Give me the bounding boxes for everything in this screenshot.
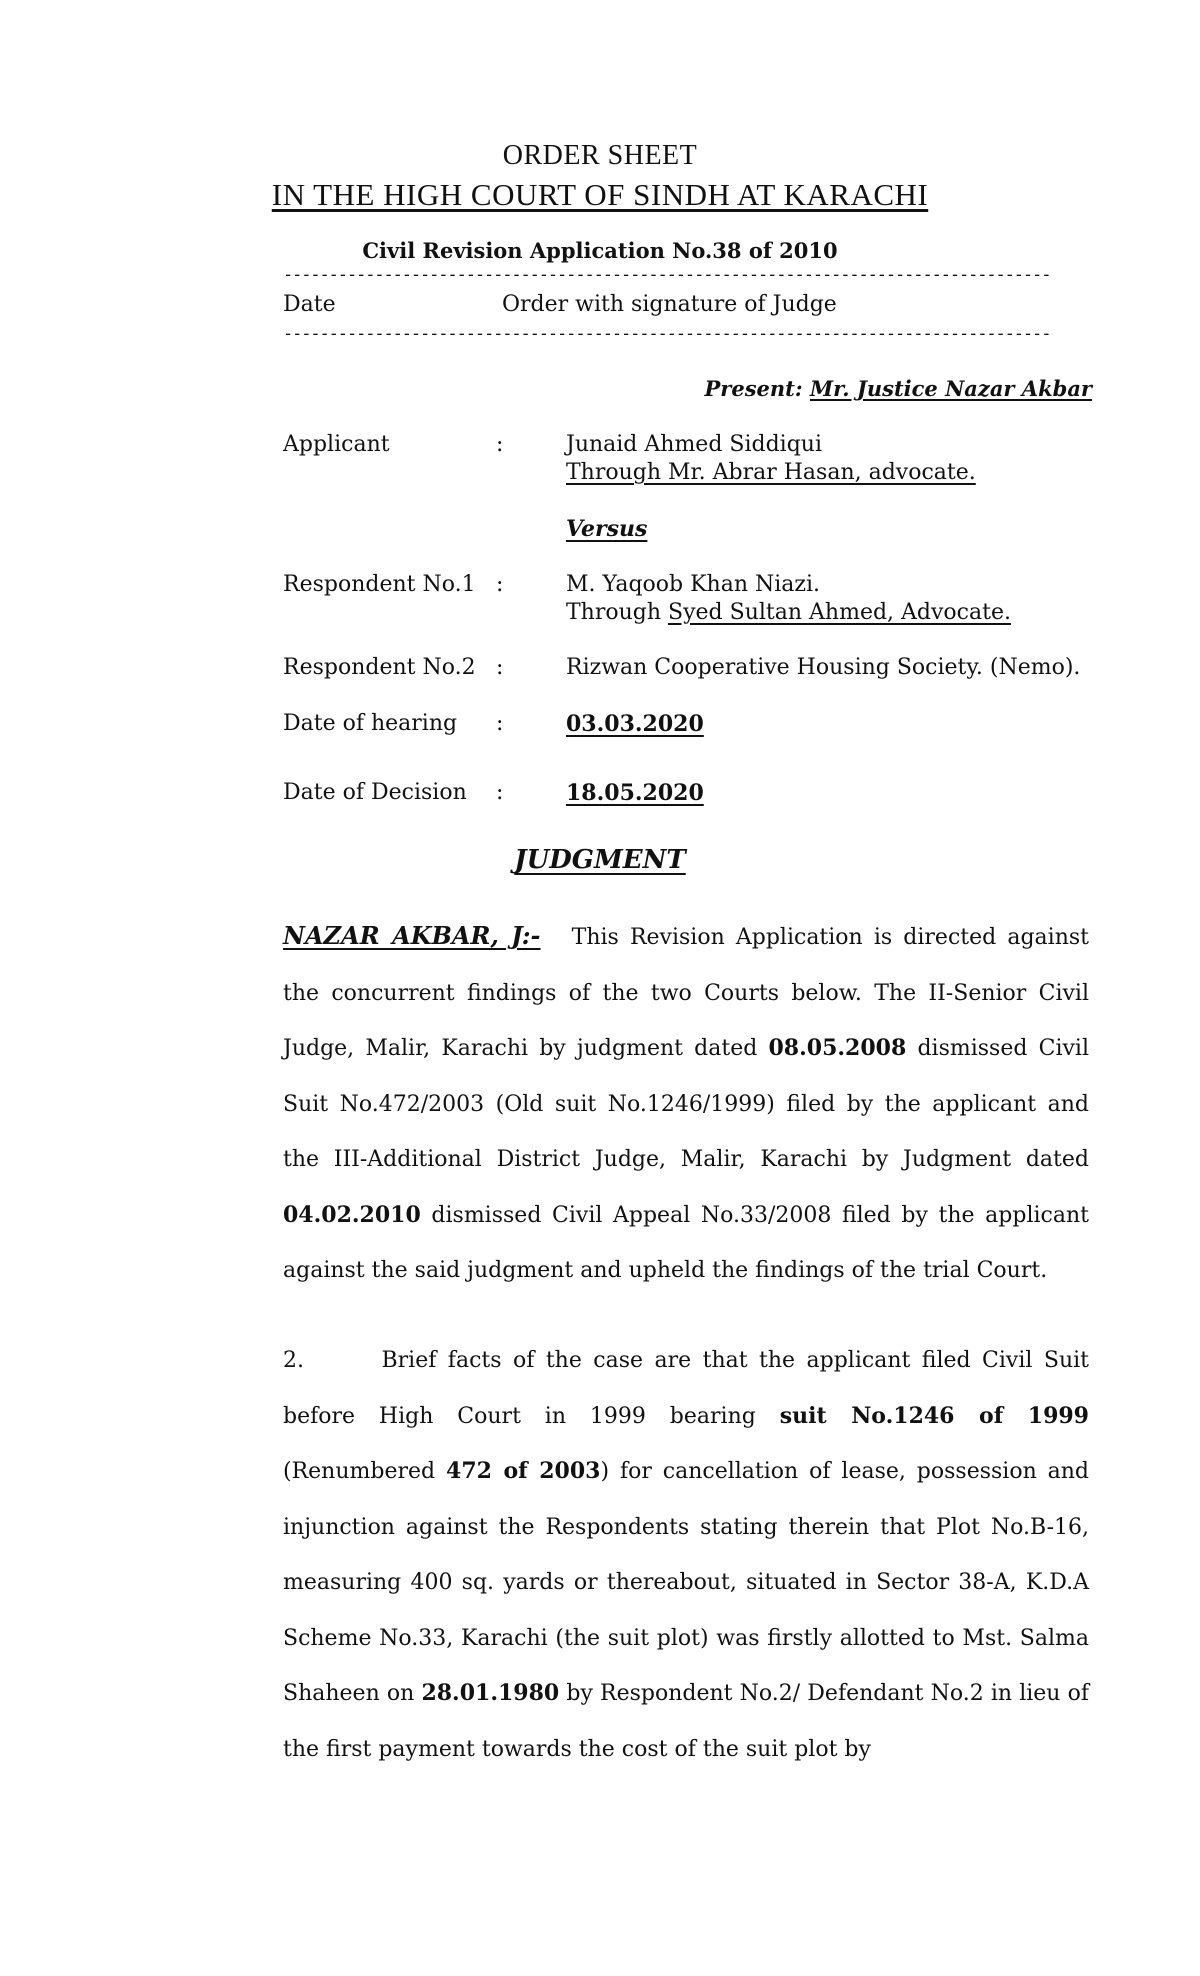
- dashed-divider-bottom: ------------------------------------------------------------------------------------: [283, 324, 1051, 344]
- judgment-paragraph-2: [283, 1333, 1089, 1777]
- order-sheet-title: ORDER SHEET: [502, 140, 698, 171]
- present-line: [704, 376, 1092, 401]
- respondent2-colon: :: [496, 655, 504, 680]
- p1-date-1: 08.05.2008: [768, 1035, 907, 1061]
- case-number: Civil Revision Application No.38 of 2010: [362, 238, 838, 263]
- p1-text-b: dismissed Civil Suit No.472/2003 (Old suit No.1246/1999) filed by the applicant and the III-Additional District Judge, Malir, Karachi by Judgment dated: [283, 1036, 1089, 1172]
- respondent1-label: Respondent No.1: [283, 572, 476, 597]
- respondent2-name: Rizwan Cooperative Housing Society. (Nemo).: [566, 655, 1081, 680]
- respondent2-label: Respondent No.2: [283, 655, 476, 680]
- p2-text-d: by Respondent No.2/ Defendant No.2 in lieu of the first payment towards the cost of the suit plot by: [283, 1681, 1089, 1762]
- judge-lead: NAZAR AKBAR, J:-: [283, 921, 541, 950]
- p2-text-c: ) for cancellation of lease, possession and injunction against the Respondents stating therein that Plot No.B-16, measuring 400 sq. yards or thereabout, situated in Sector 38-A, K.D.A Scheme No.33, Karachi (the suit plot) was firstly allotted to Mst. Salma Shaheen on: [283, 1459, 1090, 1706]
- p2-allotment-date: 28.01.1980: [421, 1680, 560, 1706]
- court-title: IN THE HIGH COURT OF SINDH AT KARACHI: [271, 177, 929, 212]
- present-label: Present:: [704, 376, 803, 401]
- column-order-label: Order with signature of Judge: [502, 292, 837, 317]
- column-date-label: Date: [283, 292, 336, 317]
- decision-date-colon: :: [496, 780, 504, 805]
- presiding-judge: Mr. Justice Nazar Akbar: [809, 376, 1092, 401]
- respondent1-colon: :: [496, 572, 504, 597]
- p1-date-2: 04.02.2010: [283, 1201, 421, 1228]
- respondent1-counsel-line: [566, 600, 1011, 625]
- respondent1-name: M. Yaqoob Khan Niazi.: [566, 572, 820, 597]
- hearing-date-label: Date of hearing: [283, 711, 458, 736]
- applicant-name: Junaid Ahmed Siddiqui: [566, 432, 822, 457]
- p1-text-c: dismissed Civil Appeal No.33/2008 filed by the applicant against the said judgment and upheld the findings of the trial Court.: [283, 1202, 1089, 1283]
- hearing-date: 03.03.2020: [566, 711, 704, 737]
- p2-suit-number: suit No.1246 of 1999: [779, 1402, 1089, 1429]
- dashed-divider-top: ------------------------------------------------------------------------------------: [283, 265, 1051, 285]
- p2-text-a: Brief facts of the case are that the applicant filed Civil Suit before High Court in 1999 bearing: [283, 1348, 1089, 1429]
- respondent1-counsel: Syed Sultan Ahmed, Advocate.: [668, 600, 1011, 625]
- applicant-colon: :: [496, 432, 504, 457]
- respondent1-through: Through: [566, 600, 662, 625]
- decision-date-label: Date of Decision: [283, 780, 467, 805]
- p2-number: 2.: [283, 1348, 304, 1373]
- applicant-counsel: Through Mr. Abrar Hasan, advocate.: [566, 460, 976, 485]
- decision-date: 18.05.2020: [566, 780, 704, 806]
- applicant-label: Applicant: [283, 432, 390, 457]
- p2-renumbered: 472 of 2003: [446, 1458, 601, 1484]
- hearing-date-colon: :: [496, 711, 504, 736]
- p1-text-a: This Revision Application is directed against the concurrent findings of the two Courts below. The II-Senior Civil Judge, Malir, Karachi by judgment dated: [283, 925, 1089, 1061]
- judgment-paragraph-1: [283, 908, 1089, 1299]
- versus-label: Versus: [566, 516, 648, 542]
- p2-text-b: (Renumbered: [283, 1459, 436, 1484]
- judgment-heading: JUDGMENT: [514, 845, 686, 875]
